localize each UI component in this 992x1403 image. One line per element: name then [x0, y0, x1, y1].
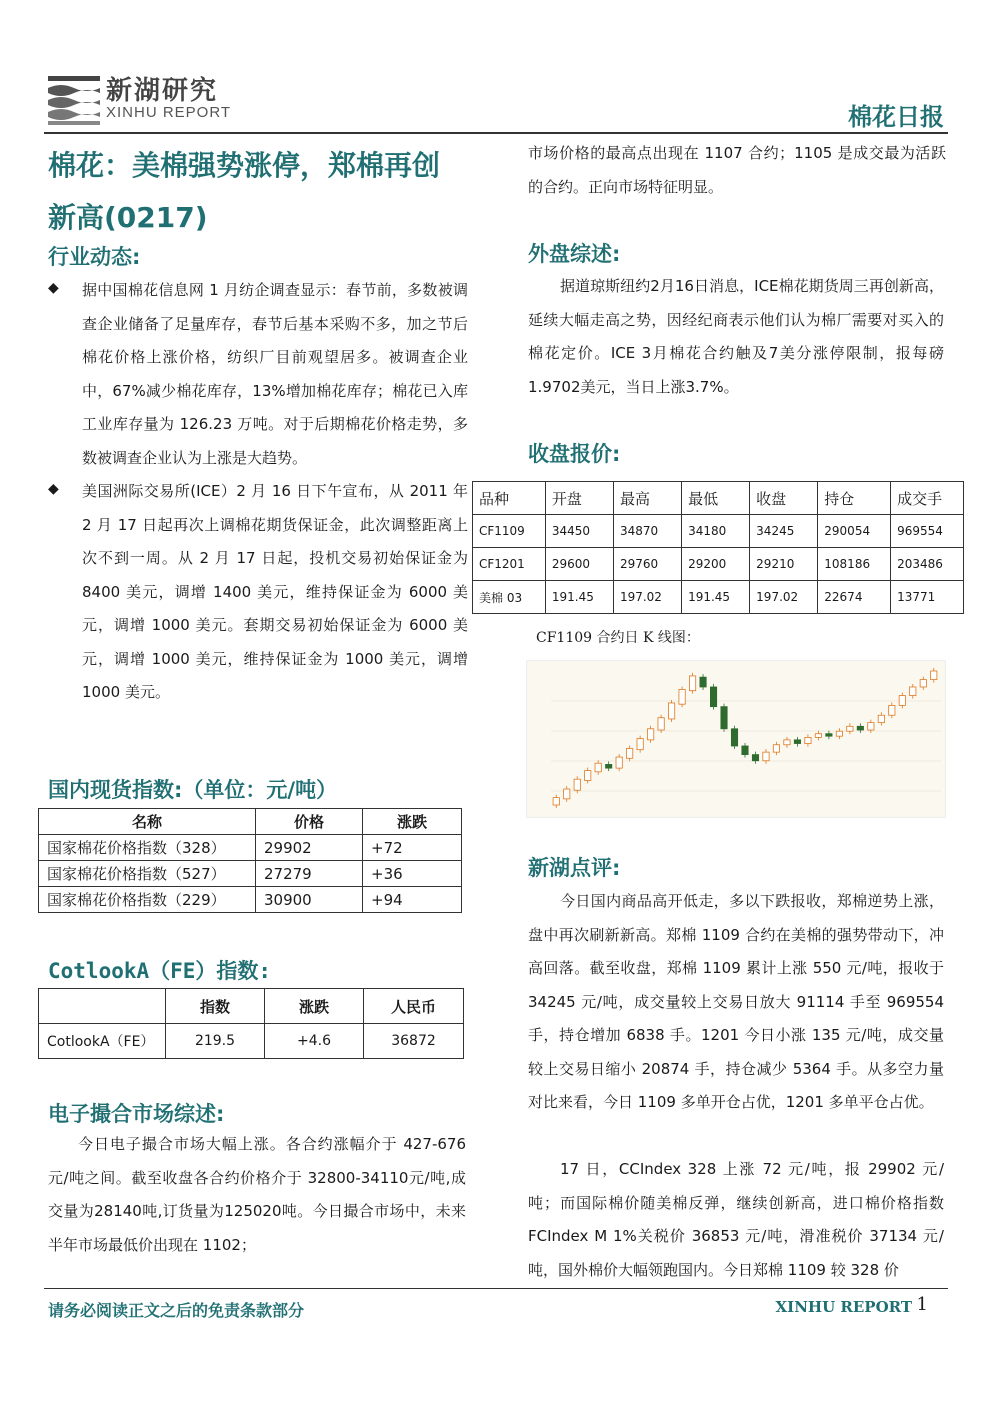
candle [595, 763, 601, 772]
candle [700, 677, 706, 687]
diamond-bullet-icon: ◆ [48, 280, 59, 296]
candle [658, 718, 664, 730]
cell: 34450 [545, 515, 613, 548]
candle [679, 689, 685, 704]
cell: 969554 [891, 515, 964, 548]
bullet-text: 美国洲际交易所(ICE）2 月 16 日下午宣布，从 2011 年 2 月 17 日起再次上调棉花期货保证金，此次调整距离上次不到一周。从 2 月 17 日起，投机交易初始保证金为 8400 美元，调增 1400 美元，维持保证金为 6000 美元，调增 1000 美元。套期交易初始保证金为 6000 美元，调增 1000 美元，维持保证金为 1000 美元，调增1000 美元。 [82, 482, 468, 701]
overseas-heading: 外盘综述: [528, 242, 621, 266]
cell: 30900 [256, 887, 363, 913]
table-row [39, 887, 462, 913]
table-row [473, 515, 964, 548]
candle [752, 755, 758, 761]
cell: 34870 [613, 515, 681, 548]
cell: 29902 [256, 835, 363, 861]
industry-heading: 行业动态: [48, 245, 141, 269]
electronic-text-cont: 市场价格的最高点出现在 1107 合约；1105 是成交最为活跃的合约。正向市场特征明显。 [528, 144, 946, 196]
table-header-row [473, 482, 964, 515]
candle [889, 705, 895, 715]
col-header: 最高 [613, 482, 681, 515]
candle [836, 731, 842, 736]
candle [805, 737, 811, 743]
candle [585, 771, 591, 781]
cell: 国家棉花价格指数（229） [39, 887, 256, 913]
candle [627, 748, 633, 758]
candle [847, 726, 853, 731]
cell: 34180 [682, 515, 750, 548]
col-header: 品种 [473, 482, 546, 515]
table-header-row [39, 809, 462, 835]
candle [606, 764, 612, 768]
candle [564, 789, 570, 799]
candle [637, 739, 643, 750]
logo-text-en: XINHU REPORT [106, 104, 232, 121]
candle [574, 779, 580, 790]
col-header: 涨跌 [265, 989, 364, 1024]
cell: 29760 [613, 548, 681, 581]
table-row [39, 835, 462, 861]
cell: +4.6 [265, 1024, 364, 1059]
table-row [39, 861, 462, 887]
cell: 国家棉花价格指数（527） [39, 861, 256, 887]
candle [878, 715, 884, 722]
cell: 219.5 [166, 1024, 265, 1059]
bullet-text: 据中国棉花信息网 1 月纺企调查显示：春节前，多数被调查企业储备了足量库存，春节后基本采购不多，加之节后棉花价格上涨价格，纺织厂目前观望居多。被调查企业中，67%减少棉花库存，13%增加棉花库存；棉花已入库工业库存量为 126.23 万吨。对于后期棉花价格走势，多数被调查企业认为上涨是大趋势。 [82, 281, 468, 467]
cell: 191.45 [682, 581, 750, 614]
table-row [39, 1024, 464, 1059]
cell: CF1109 [473, 515, 546, 548]
table-header-row [39, 989, 464, 1024]
electronic-heading: 电子撮合市场综述: [48, 1102, 225, 1126]
logo-text-cn: 新湖研究 [106, 76, 219, 106]
candle [689, 676, 695, 691]
col-header: 名称 [39, 809, 256, 835]
cell: 29210 [750, 548, 818, 581]
industry-list [48, 274, 468, 710]
cell: 22674 [818, 581, 891, 614]
chart-caption: CF1109 合约日 K 线图： [536, 630, 700, 646]
candle [857, 726, 863, 730]
col-header: 价格 [256, 809, 363, 835]
col-header: 人民币 [364, 989, 464, 1024]
footer-brand: XINHU REPORT [775, 1298, 912, 1316]
page-title-line1: 棉花：美棉强势涨停，郑棉再创 [48, 149, 441, 182]
spot-heading: 国内现货指数:（单位：元/吨） [48, 778, 338, 802]
candle [773, 745, 779, 752]
list-item [48, 475, 468, 710]
page-title [48, 140, 478, 244]
candle [710, 687, 716, 707]
col-header: 持仓 [818, 482, 891, 515]
col-header: 最低 [682, 482, 750, 515]
table-row [473, 581, 964, 614]
candle [616, 757, 622, 768]
cell: 290054 [818, 515, 891, 548]
candle [553, 798, 559, 805]
footer-disclaimer: 请务必阅读正文之后的免责条款部分 [48, 1301, 305, 1320]
cell: 美棉 03 [473, 581, 546, 614]
cell: 197.02 [613, 581, 681, 614]
cell: 197.02 [750, 581, 818, 614]
cell: +36 [363, 861, 462, 887]
header-divider [44, 132, 948, 134]
candle [647, 729, 653, 740]
logo-mark-icon [46, 72, 102, 128]
kline-chart [526, 660, 946, 818]
page-title-line2: 新高(0217) [48, 201, 208, 234]
cell: +94 [363, 887, 462, 913]
comment-p1: 今日国内商品高开低走，多以下跌报收，郑棉逆势上涨，盘中再次刷新新高。郑棉 1109 合约在美棉的强势带动下，冲高回落。截至收盘，郑棉 1109 累计上涨 550 元/吨，报收于 34245 元/吨，成交量较上交易日放大 91114 手至 969554 手，持仓增加 6838 手。1201 今日小涨 135 元/吨，成交量较上交易日缩小 20874 手，持仓减少 5364 手。从多空力量对比来看，今日 1109 多单开仓占优，1201 多单平仓占优。 [528, 892, 944, 1111]
comment-p2: 17 日，CCIndex 328 上涨 72 元/吨，报 29902 元/吨；而国际棉价随美棉反弹，继续创新高，进口棉价格指数 FCIndex M 1%关税价 36853 元/吨，滑准税价 37134 元/吨，国外棉价大幅领跑国内。今日郑棉 1109 较 328 价 [528, 1160, 944, 1279]
report-type: 棉花日报 [848, 103, 944, 131]
col-header: 收盘 [750, 482, 818, 515]
comment-heading: 新湖点评: [528, 856, 621, 880]
cell: 108186 [818, 548, 891, 581]
kline-chart-svg [527, 661, 945, 817]
cell: 13771 [891, 581, 964, 614]
candle [668, 703, 674, 719]
cell: 36872 [364, 1024, 464, 1059]
col-header: 指数 [166, 989, 265, 1024]
footer-divider [44, 1288, 948, 1289]
candle [868, 723, 874, 730]
cell: CF1201 [473, 548, 546, 581]
cell: 27279 [256, 861, 363, 887]
cotlook-heading: CotlookA（FE）指数: [48, 959, 272, 983]
candle [742, 746, 748, 755]
candle [920, 680, 926, 687]
col-header: 涨跌 [363, 809, 462, 835]
candle [721, 707, 727, 729]
cell: 191.45 [545, 581, 613, 614]
electronic-text: 今日电子撮合市场大幅上涨。各合约涨幅介于 427-676 元/吨之间。截至收盘各合约价格介于 32800-34110元/吨,成交量为28140吨,订货量为125020吨。今日撮合市场中，未来半年市场最低价出现在 1102； [48, 1135, 466, 1254]
col-header: 开盘 [545, 482, 613, 515]
candle [763, 752, 769, 761]
col-header: 成交手 [891, 482, 964, 515]
candle [899, 696, 905, 706]
page-number: 1 [916, 1294, 928, 1315]
candle [815, 734, 821, 738]
candle [731, 729, 737, 746]
cotlook-table [38, 988, 464, 1059]
cell: 国家棉花价格指数（328） [39, 835, 256, 861]
candle [794, 740, 800, 744]
closing-heading: 收盘报价: [528, 442, 621, 466]
list-item [48, 274, 468, 475]
cell: 29600 [545, 548, 613, 581]
cell: CotlookA（FE） [39, 1024, 166, 1059]
cell: 29200 [682, 548, 750, 581]
col-header [39, 989, 166, 1024]
spot-table [38, 808, 462, 913]
closing-table [472, 481, 964, 614]
cell: 34245 [750, 515, 818, 548]
candle [826, 734, 832, 736]
candle [910, 687, 916, 696]
candle [931, 671, 937, 680]
candle [784, 740, 790, 745]
cell: 203486 [891, 548, 964, 581]
table-row [473, 548, 964, 581]
diamond-bullet-icon: ◆ [48, 481, 59, 497]
logo [46, 70, 256, 128]
cell: +72 [363, 835, 462, 861]
overseas-text: 据道琼斯纽约2月16日消息，ICE棉花期货周三再创新高，延续大幅走高之势，因经纪商表示他们认为棉厂需要对买入的棉花定价。ICE 3月棉花合约触及7美分涨停限制，报每磅1.9702美元，当日上涨3.7%。 [528, 277, 944, 396]
